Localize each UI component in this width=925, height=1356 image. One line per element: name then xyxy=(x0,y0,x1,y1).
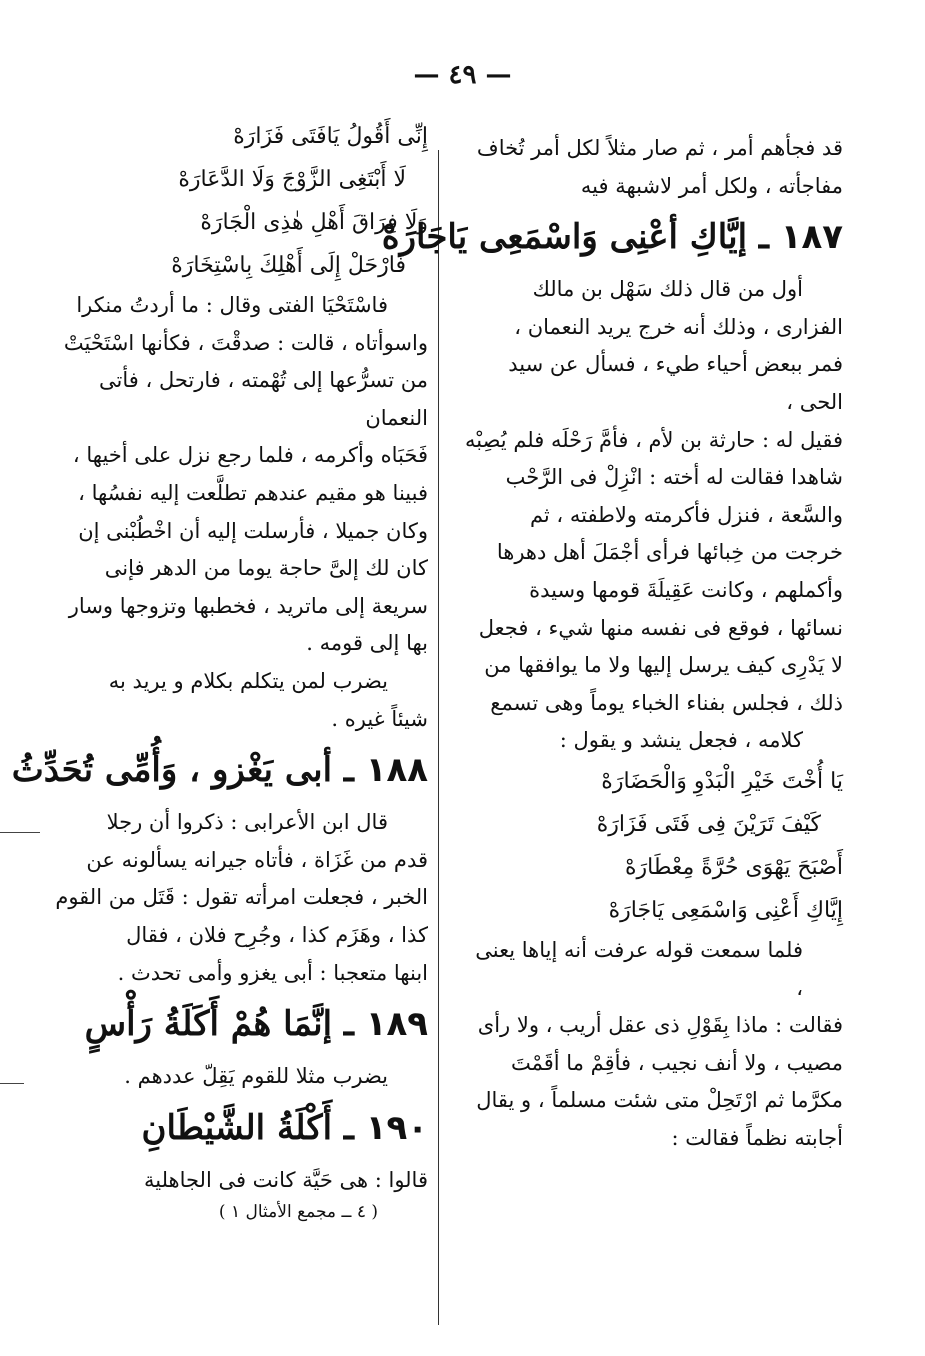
text-line: يضرب مثلا للقوم يَقِلّ عددهم . xyxy=(124,1064,388,1089)
text-line: من تسرُّعها إلى تُهْمته ، فارتحل ، فأتى النعمان xyxy=(99,368,428,430)
text-line: مفاجأته ، ولكل أمر لاشبهة فيه xyxy=(580,173,843,198)
proverb-heading-187: ١٨٧ ـ إيَّاكِ أعْنِى وَاسْمَعِى يَاجَارَهْ xyxy=(381,217,843,258)
text-line: الخبر ، فجعلت امرأته تقول : قَتَل من القوم xyxy=(55,885,428,910)
margin-mark xyxy=(0,1083,24,1084)
text-line: وكان جميلا ، فأرسلت إليه أن اخْطُبْنى إن xyxy=(78,518,428,543)
text-line: مصيب ، ولا أنف نجيب ، فأقِمْ ما أقَمْتَ xyxy=(510,1050,843,1075)
proverb-title: إيَّاكِ أعْنِى وَاسْمَعِى يَاجَارَهْ xyxy=(381,217,748,258)
text-line: فَحَبَاه وأكرمه ، فلما رجع نزل على أخيها ، xyxy=(72,443,428,468)
column-divider xyxy=(438,150,439,1325)
page-number: — ٤٩ — xyxy=(413,60,512,90)
proverb-title: إنَّمَا هُمْ أَكَلَةُ رَأْسٍ xyxy=(84,1004,333,1045)
text-line: قدم من غَزَاة ، فأتاه جيرانه يسألونه عن xyxy=(86,847,428,872)
text-line: كان لك إلىَّ حاجة يوما من الدهر فإنى xyxy=(104,556,428,581)
text-line: والسَّعة ، فنزل فأكرمته ولاطفته ، ثم xyxy=(529,502,843,527)
text-line: فمر ببعض أحياء طيء ، فسأل عن سيد الحى ، xyxy=(508,352,843,414)
text-line: يضرب لمن يتكلم بكلام و يريد به xyxy=(108,668,388,693)
proverb-number: ١٨٧ xyxy=(780,217,843,258)
proverb-heading-188: ١٨٨ ـ أبى يَغْزو ، وَأُمِّى تُحَدِّثُ xyxy=(11,750,428,791)
proverb-heading-189: ١٨٩ ـ إنَّمَا هُمْ أَكَلَةُ رَأْسٍ xyxy=(84,1004,428,1045)
text-line: قد فجأهم أمر ، ثم صار مثلاً لكل أمر تُخاف xyxy=(476,136,843,160)
text-line: واسوأتاه ، قالت : صدقْتَ ، فكأنها اسْتَحْيَتْ xyxy=(63,330,428,355)
text-line: قال ابن الأعرابى : ذكروا أن رجلا xyxy=(106,810,388,835)
verse-line: فَارْحَلْ إِلَى أَهْلِكَ بِاسْتِخَارَهْ xyxy=(171,253,406,278)
text-line: كذا ، وهَزَم كذا ، وجُرِح فلان ، فقال xyxy=(126,922,428,947)
text-line: أجابته نظماً فقالت : xyxy=(671,1125,843,1150)
verse-line: إِيَّاكِ أَعْنِى وَاسْمَعِى يَاجَارَهْ xyxy=(608,897,843,923)
text-line: شيئاً غيره . xyxy=(331,706,428,731)
text-line: سريعة إلى ماتريد ، فخطبها وتزوجها وسار xyxy=(68,593,428,618)
page-footer: ( ٤ ــ مجمع الأمثال ١ ) xyxy=(218,1202,378,1223)
left-column xyxy=(11,115,428,1225)
proverb-heading-190: ١٩٠ ـ أَكْلَةُ الشَّيْطَانِ xyxy=(141,1107,428,1148)
proverb-number: ١٨٩ xyxy=(365,1004,428,1045)
text-line: فقالت : ماذا بِقَوْلِ ذى عقل أريب ، ولا رأى xyxy=(477,1013,843,1038)
text-line: ذلك ، فجلس بفناء الخباء يوماً وهى تسمع xyxy=(490,690,843,715)
text-line: لا يَدْرِى كيف يرسل إليها ولا ما يوافقها من xyxy=(484,653,843,678)
proverb-number: ١٩٠ xyxy=(365,1107,428,1148)
verse-line: لَا أَبْتَغِى الزَّوْجَ وَلَا الدَّعَارَهْ xyxy=(178,167,406,192)
text-line: وأكملهم ، وكانت عَقِيلَةَ قومها وسيدة xyxy=(529,577,843,602)
proverb-title: أَكْلَةُ الشَّيْطَانِ xyxy=(141,1107,333,1148)
margin-mark xyxy=(0,832,40,833)
text-line: مكرَّما ثم ارْتَحِلْ متى شئت مسلماً ، و يقال xyxy=(476,1088,843,1113)
text-line: أول من قال ذلك سَهْل بن مالك xyxy=(532,277,803,302)
verse-line: يَا أُخْتَ خَيْرِ الْبَدْوِ وَالْحَضَارَهْ xyxy=(601,768,843,794)
verse-line: إِنِّى أَقُولُ يَافَتَى فَزَارَهْ xyxy=(233,124,428,149)
verse-line: وَلَا فِرَاقَ أَهْلِ هٰذِى الْجَارَهْ xyxy=(200,210,428,235)
proverb-number: ١٨٨ xyxy=(365,750,428,791)
text-line: الفزارى ، وذلك أنه خرج يريد النعمان ، xyxy=(514,314,843,339)
verse-line: أَصْبَحَ يَهْوَى حُرَّةً مِعْطَارَهْ xyxy=(624,854,843,880)
text-line: فاسْتَحْيَا الفتى وقال : ما أردتُ منكرا xyxy=(76,293,388,317)
text-line: فلما سمعت قوله عرفت أنه إياها يعنى ، xyxy=(475,937,803,1000)
text-line: فقيل له : حارثة بن لأم ، فأمَّ رَحْلَه فلم يُصِبْه xyxy=(465,427,843,452)
text-line: نسائها ، فوقع فى نفسه منها شيء ، فجعل xyxy=(478,615,843,640)
text-line: فبينا هو مقيم عندهم تطلَّعت إليه نفسُها ، xyxy=(78,480,428,505)
text-line: ابنها متعجبا : أبى يغزو وأمى تحدث . xyxy=(117,960,428,985)
text-line: كلامه ، فجعل ينشد و يقول : xyxy=(559,728,803,753)
text-line: شاهدا فقالت له أخته : انْزِلْ فى الرَّحْب xyxy=(505,465,843,490)
text-line: بها إلى قومه . xyxy=(306,631,428,656)
text-line: قالوا : هى حَيَّة كانت فى الجاهلية xyxy=(143,1167,428,1192)
verse-line: كَيْفَ تَرَيْنَ فِى فَتَى فَزَارَهْ xyxy=(596,811,821,837)
proverb-title: أبى يَغْزو ، وَأُمِّى تُحَدِّثُ xyxy=(11,750,333,791)
text-line: خرجت من خِبائها فرأى أجْمَلَ أهل دهرها xyxy=(496,540,843,565)
